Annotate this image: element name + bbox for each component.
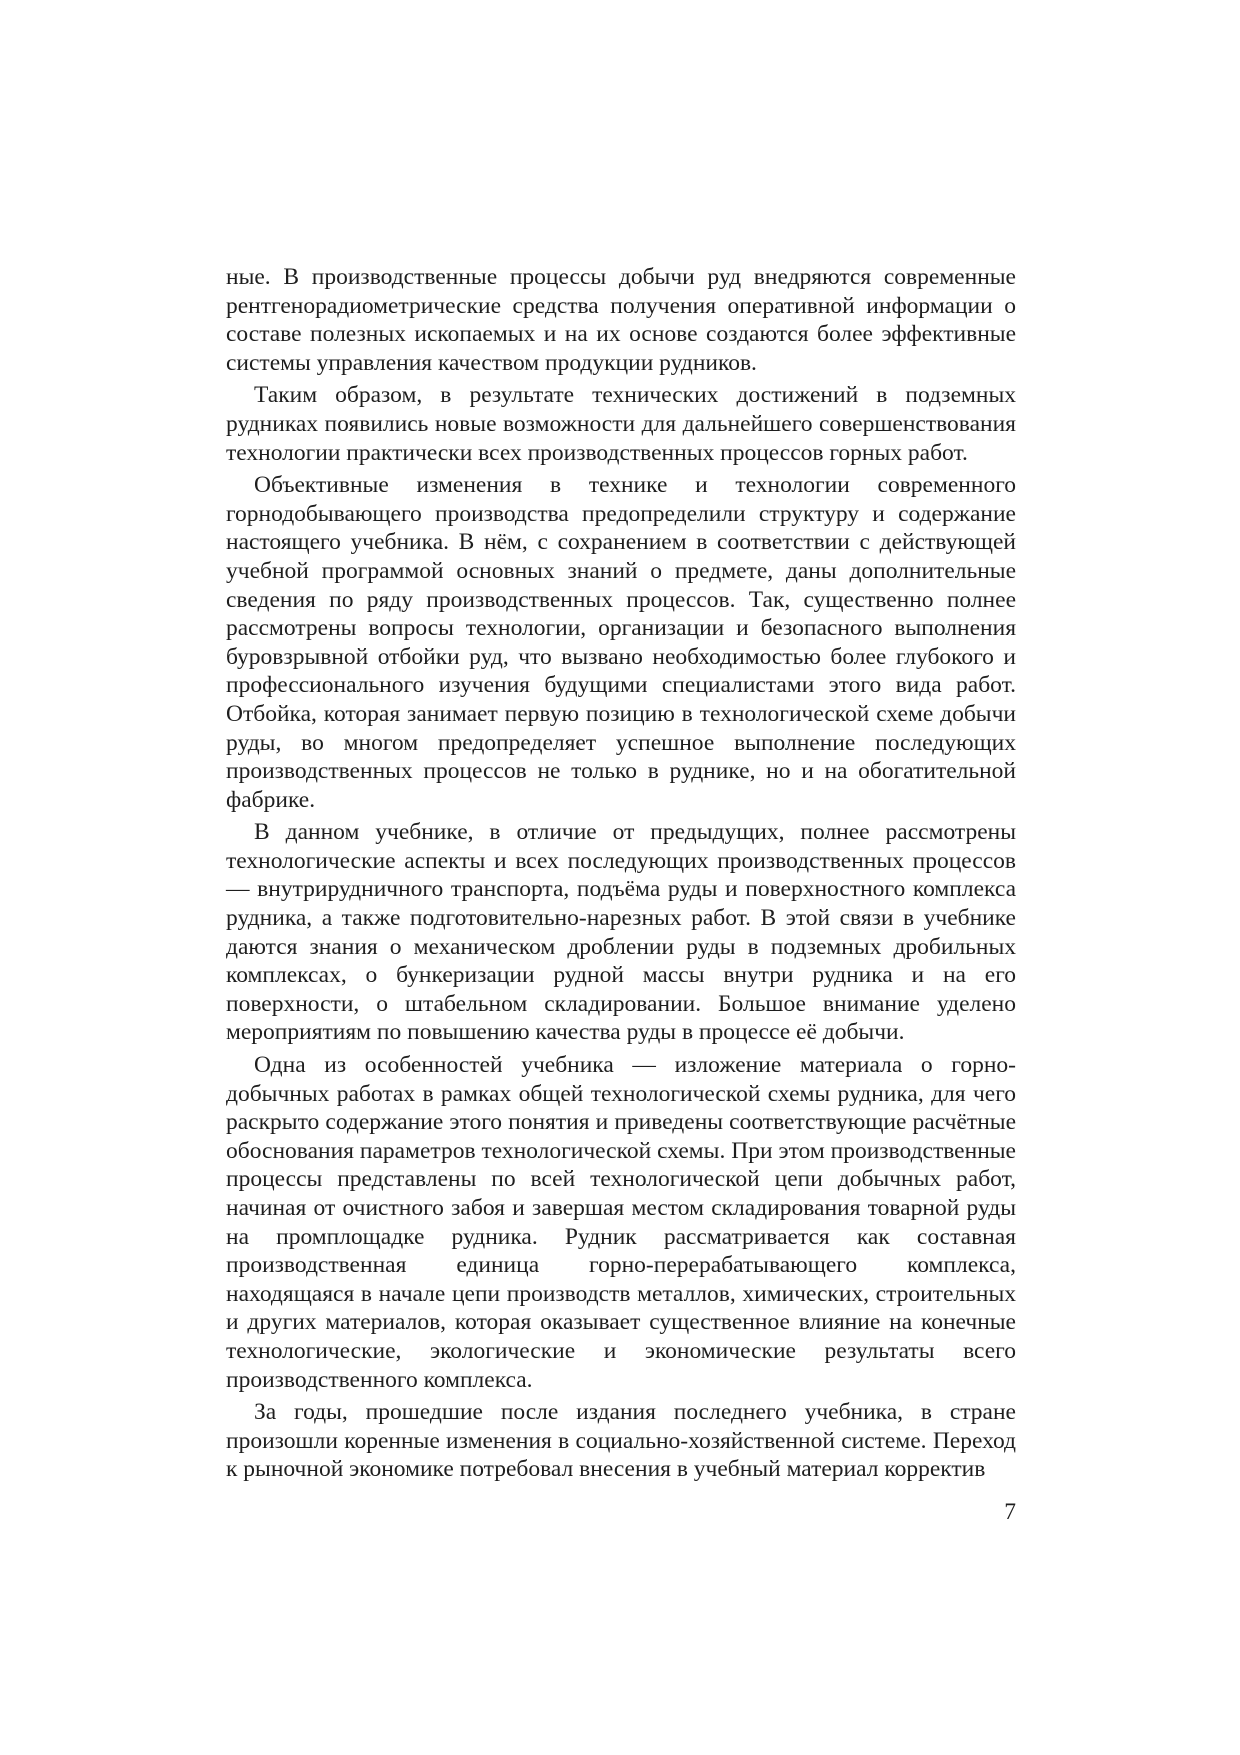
paragraph-5: Одна из особенностей учебника — изложение материала о горно-добычных работах в рамках общей технологической схемы рудника, для чего раскрыто содержание этого понятия и приведены соответствующие расчётные обоснования параметров технологической схемы. При этом производственные процессы представлены по всей технологической цепи добычных работ, начиная от очистного забоя и завершая местом складирования товарной руды на промплощадке рудника. Рудник рассматривается как составная производственная единица горно-перерабатывающего комплекса, находящаяся в начале цепи производств металлов, химических, строительных и других материалов, которая оказывает существенное влияние на конечные технологические, экологические и экономические результаты всего производственного комплекса. (226, 1052, 1016, 1393)
paragraph-1: ные. В производственные процессы добычи руд внедряются современные рентгенорадиометрические средства получения оперативной информации о составе полезных ископаемых и на их основе создаются более эффективные системы управления качеством продукции рудников. (226, 264, 1016, 376)
paragraph-3: Объективные изменения в технике и технологии современного горнодобывающего производства предопределили структуру и содержание настоящего учебника. В нём, с сохранением в соответствии с действующей учебной программой основных знаний о предмете, даны дополнительные сведения по ряду производственных процессов. Так, существенно полнее рассмотрены вопросы технологии, организации и безопасного выполнения буровзрывной отбойки руд, что вызвано необходимостью более глубокого и профессионального изучения будущими специалистами этого вида работ. Отбойка, которая занимает первую позицию в технологической схеме добычи руды, во многом предопределяет успешное выполнение последующих производственных процессов не только в руднике, но и на обогатительной фабрике. (226, 472, 1016, 813)
paragraph-4: В данном учебнике, в отличие от предыдущих, полнее рассмотрены технологические аспекты и всех последующих производственных процессов — внутрирудничного транспорта, подъёма руды и поверхностного комплекса рудника, а также подготовительно-нарезных работ. В этой связи в учебнике даются знания о механическом дроблении руды в подземных дробильных комплексах, о бункеризации рудной массы внутри рудника и на его поверхности, о штабельном складировании. Большое внимание уделено мероприятиям по повышению качества руды в процессе её добычи. (226, 819, 1016, 1046)
paragraph-2: Таким образом, в результате технических достижений в подземных рудниках появились новые возможности для дальнейшего совершенствования технологии практически всех производственных процессов горных работ. (226, 382, 1016, 466)
body-text (226, 263, 1016, 1484)
paragraph-6: За годы, прошедшие после издания последнего учебника, в стране произошли коренные изменения в социально-хозяйственной системе. Переход к рыночной экономике потребовал внесения в учебный материал корректив (226, 1399, 1016, 1483)
page-number: 7 (1004, 1499, 1016, 1525)
